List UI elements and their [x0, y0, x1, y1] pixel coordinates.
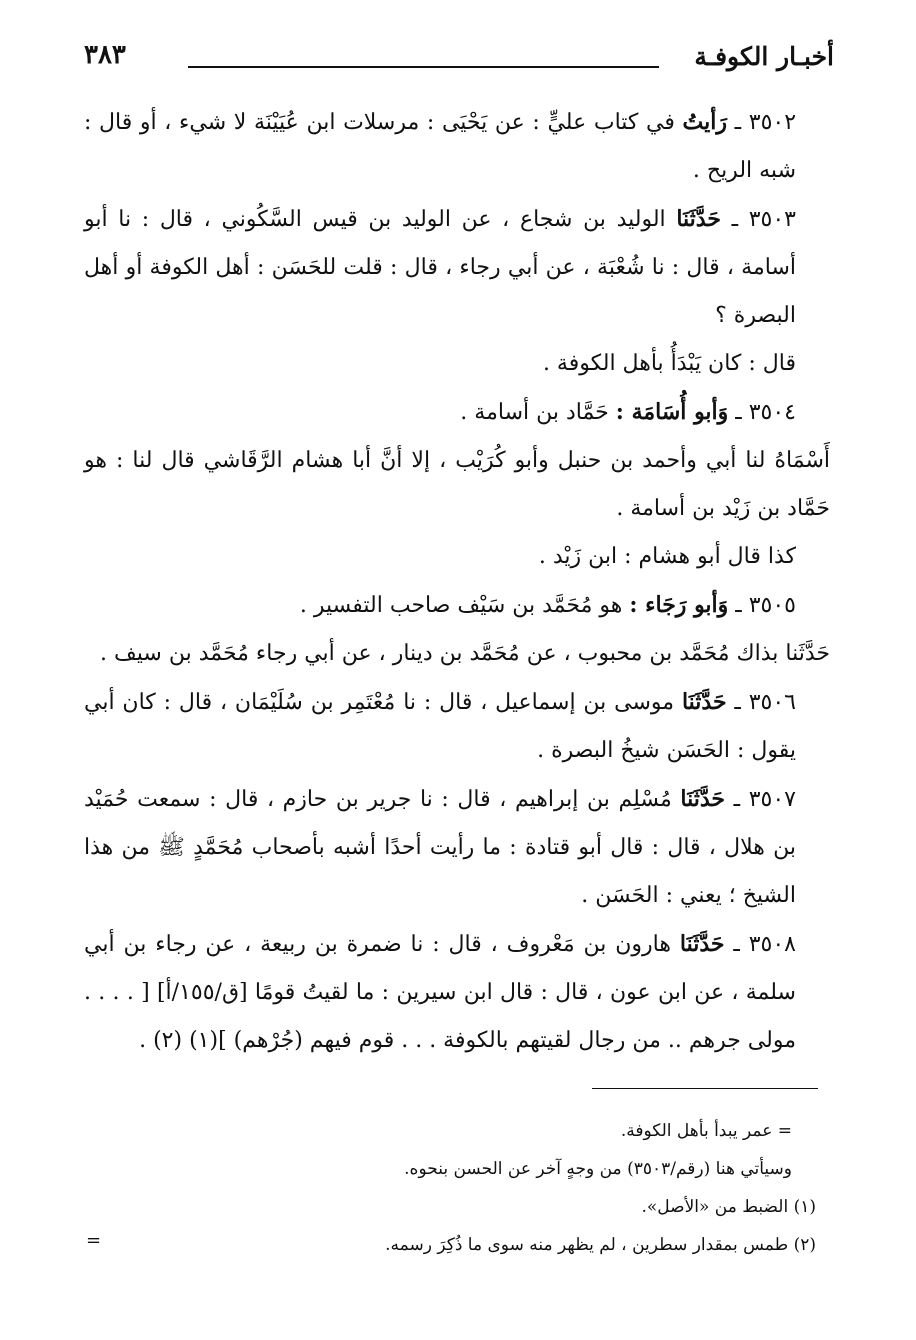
hadith-3507: ٣٥٠٧ ـ حَدَّثَنَا مُسْلِم بن إبراهيم ، قال : نا جرير بن حازم ، قال : سمعت حُمَيْد بن هلال ، قال : قال أبو قتادة : ما رأيت أحدًا أشبه بأصحاب مُحَمَّدٍ ﷺ من هذا الشيخ ؛ يعني : الحَسَن .: [84, 786, 796, 908]
paragraph-text: كذا قال أبو هشام : ابن زَيْد .: [538, 544, 796, 569]
footnote-1: (١) الضبط من «الأصل».: [641, 1197, 816, 1217]
page-number: ٣٨٣: [84, 40, 126, 70]
hadith-text: مُسْلِم بن إبراهيم ، قال : نا جرير بن حازم ، قال : سمعت حُمَيْد بن هلال ، قال : قال أبو قتادة : ما رأيت أحدًا أشبه بأصحاب مُحَمَّدٍ ﷺ من هذا الشيخ ؛ يعني : الحَسَن .: [84, 787, 796, 908]
hadith-lead: وَأبو أُسَامَة :: [615, 399, 729, 425]
hadith-number: ٣٥٠٥: [748, 593, 796, 618]
footnote-line: = عمر يبدأ بأهل الكوفة.: [620, 1121, 792, 1141]
hadith-number: ٣٥٠٦: [748, 690, 796, 715]
hadith-lead: رَأيتُ: [682, 109, 728, 135]
paragraph: [84, 533, 830, 581]
paragraph: [84, 630, 830, 678]
hadith-lead: حَدَّثَنَا: [680, 786, 726, 812]
footnote-rule: [592, 1088, 818, 1089]
hadith-lead: وَأبو رَجَاء :: [629, 592, 729, 618]
footnotes: [84, 1112, 816, 1264]
paragraph-text: حَدَّثَنا بذاك مُحَمَّد بن محبوب ، عن مُحَمَّد بن دينار ، عن أبي رجاء مُحَمَّد بن سيف .: [100, 641, 830, 666]
continuation-mark: =: [86, 1230, 102, 1251]
page-header: [84, 36, 834, 84]
hadith-text: هو مُحَمَّد بن سَيْف صاحب التفسير .: [299, 593, 623, 618]
footnote-2: (٢) طمس بمقدار سطرين ، لم يظهر منه سوى ما ذُكِرَ رسمه.: [385, 1235, 816, 1255]
paragraph: [84, 340, 830, 388]
hadith-3502: ٣٥٠٢ ـ رَأيتُ في كتاب عليٍّ : عن يَحْيَى : مرسلات ابن عُيَيْنَة لا شيء ، أو قال : شبه الريح .: [84, 109, 797, 183]
hadith-number: ٣٥٠٨: [748, 932, 796, 957]
hadith-text: الوليد بن شجاع ، عن الوليد بن قيس السَّكُوني ، قال : نا أبو أسامة ، قال : نا شُعْبَة ، عن أبي رجاء ، قال : قلت للحَسَن : أهل الكوفة أو أهل البصرة ؟: [84, 207, 796, 328]
paragraph-text: قال : كان يَبْدَأُ بأهل الكوفة .: [542, 351, 796, 376]
hadith-text: موسى بن إسماعيل ، قال : نا مُعْتَمِر بن سُلَيْمَان ، قال : كان أبي يقول : الحَسَن شيخُ البصرة .: [84, 690, 796, 763]
hadith-3506: ٣٥٠٦ ـ حَدَّثَنَا موسى بن إسماعيل ، قال : نا مُعْتَمِر بن سُلَيْمَان ، قال : كان أبي يقول : الحَسَن شيخُ البصرة .: [84, 689, 796, 763]
footnote-line: وسيأتي هنا (رقم/٣٥٠٣) من وجهٍ آخر عن الحسن بنحوه.: [404, 1159, 792, 1179]
hadith-lead: حَدَّثَنَا: [681, 689, 727, 715]
hadith-lead: حَدَّثَنَا: [679, 931, 725, 957]
hadith-3503: ٣٥٠٣ ـ حَدَّثَنَا الوليد بن شجاع ، عن الوليد بن قيس السَّكُوني ، قال : نا أبو أسامة ، قال : نا شُعْبَة ، عن أبي رجاء ، قال : قلت للحَسَن : أهل الكوفة أو أهل البصرة ؟: [84, 206, 796, 328]
paragraph-text: أَسْمَاهُ لنا أبي وأحمد بن حنبل وأبو كُرَيْب ، إلا أنَّ أبا هشام الرَّقَاشي قال لنا : هو حَمَّاد بن زَيْد بن أسامة .: [84, 448, 830, 521]
hadith-text: حَمَّاد بن أسامة .: [460, 400, 609, 425]
body-text: [84, 98, 830, 1065]
hadith-text: هارون بن مَعْروف ، قال : نا ضمرة بن ربيعة ، عن رجاء بن أبي سلمة ، عن ابن عون ، قال : قال ابن سيرين : ما لقيتُ قومًا [ق/١٥٥/أ] [ . . . . مولى جرهم .. من رجال لقيتهم بالكوفة . . . قوم فيهم (جُرْهم) ](١) (٢) .: [84, 932, 796, 1053]
hadith-3504: ٣٥٠٤ ـ وَأبو أُسَامَة : حَمَّاد بن أسامة .: [460, 399, 796, 425]
hadith-number: ٣٥٠٣: [748, 207, 796, 232]
header-rule: [188, 66, 659, 68]
hadith-number: ٣٥٠٧: [748, 787, 796, 812]
hadith-number: ٣٥٠٢: [748, 110, 797, 135]
hadith-lead: حَدَّثَنَا: [676, 206, 721, 232]
paragraph: [84, 437, 830, 533]
running-title: أخبـار الكوفـة: [694, 42, 834, 71]
hadith-3508: ٣٥٠٨ ـ حَدَّثَنَا هارون بن مَعْروف ، قال : نا ضمرة بن ربيعة ، عن رجاء بن أبي سلمة ، عن ابن عون ، قال : قال ابن سيرين : ما لقيتُ قومًا [ق/١٥٥/أ] [ . . . . مولى جرهم .. من رجال لقيتهم بالكوفة . . . قوم فيهم (جُرْهم) ](١) (٢) .: [84, 931, 796, 1053]
hadith-3505: ٣٥٠٥ ـ وَأبو رَجَاء : هو مُحَمَّد بن سَيْف صاحب التفسير .: [299, 592, 796, 618]
hadith-text: في كتاب عليٍّ : عن يَحْيَى : مرسلات ابن عُيَيْنَة لا شيء ، أو قال : شبه الريح .: [84, 110, 796, 183]
hadith-number: ٣٥٠٤: [748, 400, 796, 425]
